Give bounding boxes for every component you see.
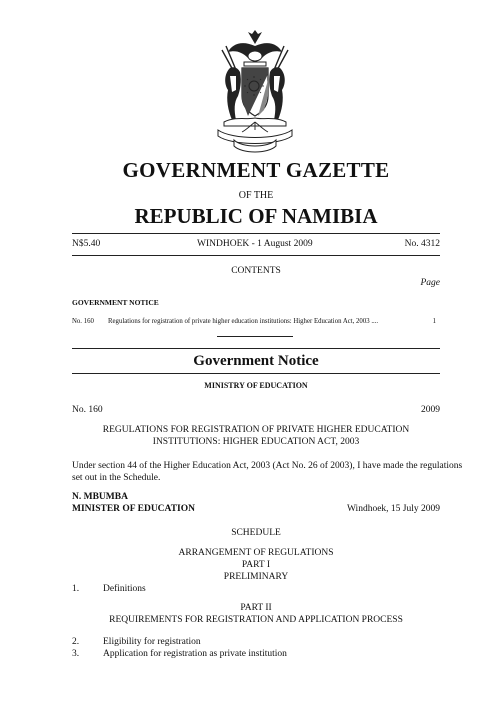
notice-number: No. 160: [72, 405, 103, 415]
contents-end-rule: [217, 336, 293, 337]
regulations-title-line1: REGULATIONS FOR REGISTRATION OF PRIVATE HIGHER EDUCATION: [102, 425, 410, 435]
part2-title: REQUIREMENTS FOR REGISTRATION AND APPLICATION PROCESS: [109, 615, 403, 625]
notice-top-rule: [72, 348, 440, 349]
notice-heading: Government Notice: [193, 353, 319, 369]
signatory-name: N. MBUMBA: [72, 492, 128, 502]
arrangement-heading: ARRANGEMENT OF REGULATIONS: [178, 548, 334, 558]
notice-body-line2: set out in the Schedule.: [72, 473, 161, 483]
contents-page-label: Page: [420, 278, 440, 288]
issue-line: [72, 239, 440, 249]
contents-entry-page: 1: [432, 318, 436, 325]
list-item-number: 2.: [72, 637, 80, 647]
list-item-text: Application for registration as private institution: [103, 649, 287, 659]
signatory-title: MINISTER OF EDUCATION: [72, 504, 195, 514]
notice-year: 2009: [421, 405, 440, 415]
contents-entry-text: Regulations for registration of private higher education institutions: Higher Education Act, 2003 ....: [108, 318, 379, 325]
contents-entry: [72, 318, 440, 325]
list-item-text: Eligibility for registration: [103, 637, 201, 647]
part2-label: PART II: [240, 603, 272, 613]
list-item-number: 1.: [72, 584, 80, 594]
issue-place-date: WINDHOEK - 1 August 2009: [197, 239, 313, 249]
signatory-line: [72, 504, 440, 514]
list-item-text: Definitions: [103, 584, 146, 594]
issue-rule: [72, 255, 440, 256]
notice-heading-rule: [72, 373, 440, 374]
schedule-heading: SCHEDULE: [231, 528, 281, 538]
list-item-number: 3.: [72, 649, 80, 659]
contents-section: GOVERNMENT NOTICE: [72, 298, 159, 307]
part1-label: PART I: [241, 560, 271, 570]
masthead-rule: [72, 233, 440, 234]
part1-title: PRELIMINARY: [223, 572, 289, 582]
contents-entry-no: No. 160: [72, 318, 94, 325]
issue-number: No. 4312: [404, 239, 440, 249]
ministry-name: MINISTRY OF EDUCATION: [204, 381, 308, 390]
issue-price: N$5.40: [72, 239, 101, 249]
sign-place-date: Windhoek, 15 July 2009: [346, 504, 440, 514]
notice-body-line1: Under section 44 of the Higher Education Act, 2003 (Act No. 26 of 2003), I have made the regulations: [72, 461, 463, 471]
contents-heading: CONTENTS: [231, 266, 281, 276]
notice-number-line: [72, 405, 440, 415]
regulations-title-line2: INSTITUTIONS: HIGHER EDUCATION ACT, 2003: [152, 437, 360, 447]
republic-title: REPUBLIC OF NAMIBIA: [134, 204, 378, 228]
of-the-label: OF THE: [238, 190, 274, 201]
coat-of-arms-emblem: [212, 30, 298, 160]
gazette-title: GOVERNMENT GAZETTE: [122, 158, 390, 182]
